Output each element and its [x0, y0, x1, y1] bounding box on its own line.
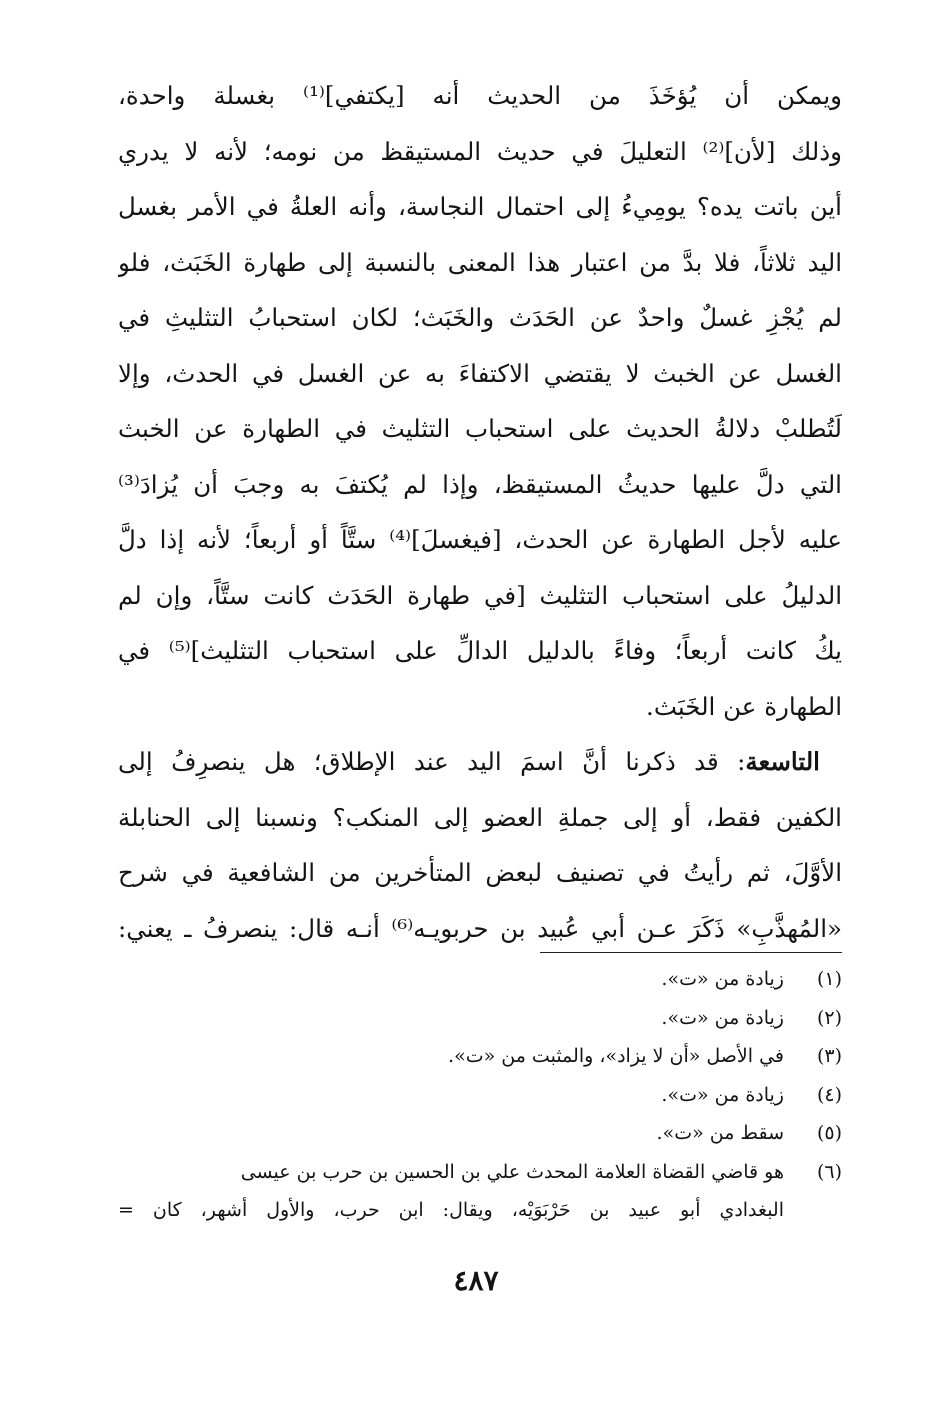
footnote-number: (٤): [816, 1083, 842, 1106]
footnote-text: هو قاضي القضاة العلامة المحدث علي بن الحسين بن حرب بن عيسى: [240, 1160, 784, 1183]
text-line: لم يُجْزِ غسلٌ واحدٌ عن الحَدَث والخَبَث؛ لكان استحبابُ التثليثِ في: [118, 303, 842, 332]
text-line: يكُ كانت أربعاً؛ وفاءً بالدليل الدالِّ على استحباب التثليث]⁽⁵⁾ في: [118, 636, 842, 665]
footnote-number: (٣): [816, 1045, 842, 1067]
footnotes: [118, 960, 842, 1230]
footnote-number: (١): [816, 968, 842, 990]
footnote-text: البغدادي أبو عبيد بن حَرْبَوَيْه، ويقال: ابن حرب، والأول أشهر، كان =: [118, 1199, 784, 1221]
text-line: الطهارة عن الخَبَث.: [646, 691, 842, 721]
text-line: الأوَّلَ، ثم رأيتُ في تصنيف لبعض المتأخرين من الشافعية في شرح: [118, 858, 842, 887]
footnote: [118, 1114, 842, 1153]
page-number: ٤٨٧: [453, 1264, 499, 1297]
footnote: [118, 960, 842, 999]
footnote: [118, 999, 842, 1038]
footnote-text: زيادة من «ت».: [661, 968, 784, 990]
footnote-number: (٢): [816, 1006, 842, 1029]
text-line: ويمكن أن يُؤخَذَ من الحديث أنه [يكتفي]⁽¹⁾ بغسلة واحدة،: [118, 81, 842, 110]
text-line: الغسل عن الخبث لا يقتضي الاكتفاءَ به عن الغسل في الحدث، وإلا: [118, 358, 842, 388]
footnote-text: سقط من «ت».: [656, 1122, 784, 1144]
footnote-text: زيادة من «ت».: [661, 1006, 784, 1029]
text-line: «المُهذَّبِ» ذَكَرَ عـن أبي عُبيد بن حربويـه⁽⁶⁾ أنـه قال: ينصرفُ ـ يعني:: [118, 913, 842, 943]
text-line: التي دلَّ عليها حديثُ المستيقظ، وإذا لم يُكتفَ به وجبَ أن يُزادَ⁽³⁾: [118, 469, 842, 499]
footnote: [118, 1153, 842, 1192]
text-line: لَتُطلبْ دلالةُ الحديث على استحباب التثليث في الطهارة عن الخبث: [118, 414, 842, 443]
footnote-text: في الأصل «أن لا يزاد»، والمثبت من «ت».: [448, 1045, 784, 1067]
footnote-separator: [540, 952, 842, 953]
text-line: عليه لأجل الطهارة عن الحدث، [فيغسلَ]⁽⁴⁾ ستَّاً أو أربعاً؛ لأنه إذا دلَّ: [118, 525, 842, 554]
footnote: [118, 1037, 842, 1076]
text-line: وذلك [لأن]⁽²⁾ التعليلَ في حديث المستيقظ من نومه؛ لأنه لا يدري: [118, 136, 842, 166]
footnote-text: زيادة من «ت».: [661, 1083, 784, 1106]
paragraph-first-line: [118, 734, 842, 790]
footnote: [118, 1076, 842, 1115]
text-line: أين باتت يده؟ يومِيءُ إلى احتمال النجاسة، وأنه العلةُ في الأمر بغسل: [118, 192, 842, 221]
footnote-continuation: [118, 1191, 842, 1230]
text-line: الدليلُ على استحباب التثليث [في طهارة الحَدَث كانت ستَّاً، وإن لم: [118, 580, 842, 610]
footnote-number: (٥): [816, 1122, 842, 1144]
main-text: [118, 68, 842, 956]
section-term: التاسعة: [745, 747, 820, 776]
text-span: : قد ذكرنا أنَّ اسمَ اليد عند الإطلاق؛ هل ينصرِفُ إلى: [118, 747, 746, 776]
text-line: الكفين فقط، أو إلى جملةِ العضو إلى المنكب؟ ونسبنا إلى الحنابلة: [118, 802, 842, 832]
footnote-number: (٦): [816, 1160, 842, 1183]
text-line: اليد ثلاثاً، فلا بدَّ من اعتبار هذا المعنى بالنسبة إلى طهارة الخَبَث، فلو: [118, 247, 842, 277]
